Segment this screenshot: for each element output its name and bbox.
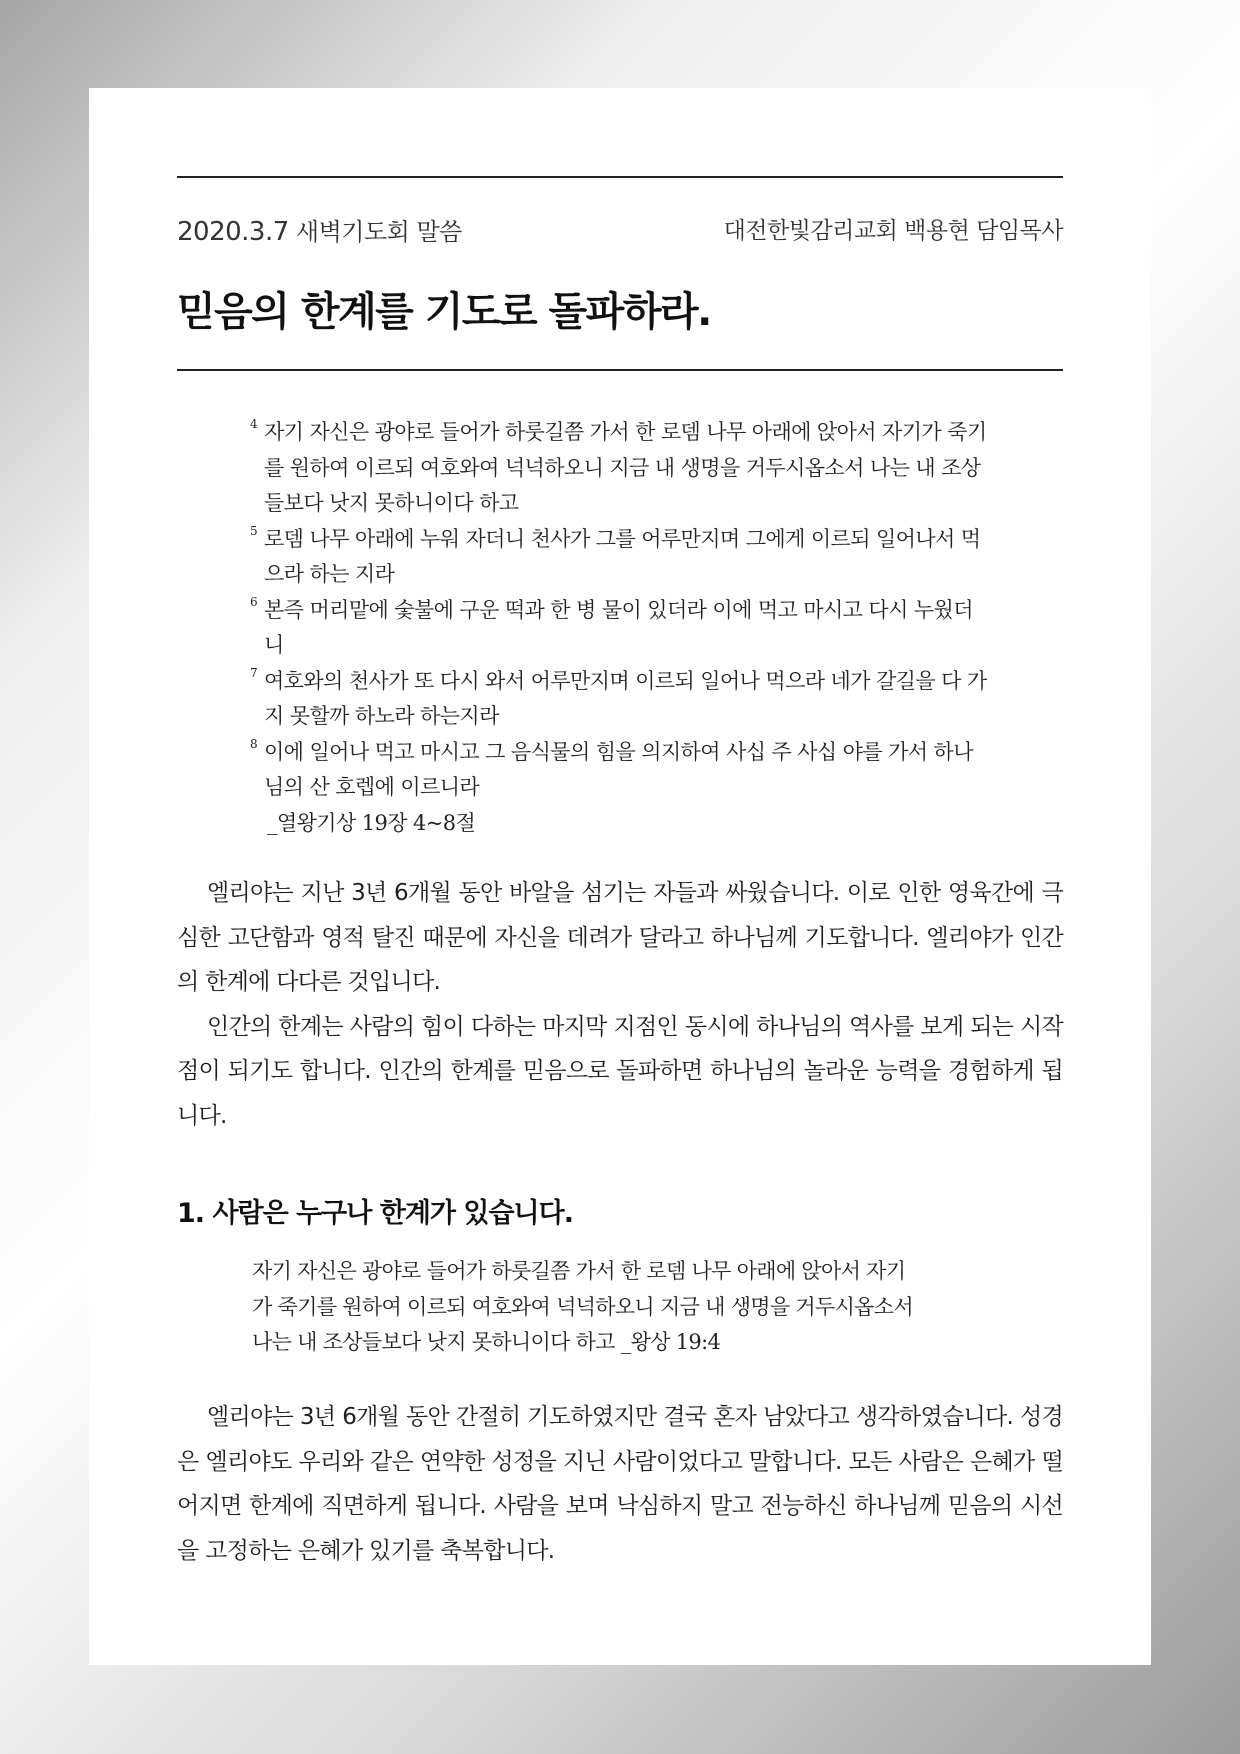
intro-section: [177, 871, 1063, 1138]
top-divider: [177, 176, 1063, 178]
pastor-name: 백용현: [904, 218, 970, 244]
service-date: 2020.3.7: [177, 217, 289, 247]
verse-text: 자기 자신은 광야로 들어가 하룻길쯤 가서 한 로뎀 나무 아래에 앉아서 자기가 죽기를 원하여 이르되 여호와여 넉넉하오니 지금 내 생명을 거두시옵소서 나는 내 조상들보다 낫지 못하니이다 하고: [264, 420, 987, 515]
document-page: [89, 88, 1151, 1665]
pastor-title: 담임목사: [976, 218, 1063, 244]
bottom-divider: [177, 369, 1063, 371]
verse: [252, 415, 992, 522]
quote-line: 자기 자신은 광야로 들어가 하룻길쯤 가서 한 로뎀 나무 아래에 앉아서 자기: [252, 1259, 906, 1283]
intro-paragraph: 인간의 한계는 사람의 힘이 다하는 마지막 지점인 동시에 하나님의 역사를 보게 되는 시작점이 되기도 합니다. 인간의 한계를 믿음으로 돌파하면 하나님의 놀라운 능력을 경험하게 됩니다.: [177, 1013, 1063, 1129]
verse-text: 본즉 머리맡에 숯불에 구운 떡과 한 병 물이 있더라 이에 먹고 마시고 다시 누웠더니: [264, 597, 973, 657]
section-heading: 1. 사람은 누구나 한계가 있습니다.: [177, 1198, 573, 1229]
church-name: 대전한빛감리교회: [723, 218, 898, 244]
church-info: [724, 212, 1063, 245]
verse-number: 6: [250, 594, 258, 609]
verse: [252, 522, 992, 593]
scripture-passage: [252, 415, 992, 841]
verse-number: 8: [250, 736, 258, 751]
section-body: [177, 1395, 1063, 1573]
verse-number: 7: [250, 665, 258, 680]
quote-line: 가 죽기를 원하여 이르되 여호와여 넉넉하오니 지금 내 생명을 거두시옵소서: [252, 1294, 913, 1319]
verse-text: 로뎀 나무 아래에 누워 자더니 천사가 그를 어루만지며 그에게 이르되 일어나서 먹으라 하는 지라: [264, 526, 981, 586]
quote-line: 나는 내 조상들보다 낫지 못하니이다 하고 _왕상 19:4: [252, 1330, 721, 1354]
scripture-quote: [252, 1254, 992, 1361]
intro-paragraph: 엘리야는 지난 3년 6개월 동안 바알을 섬기는 자들과 싸웠습니다. 이로 인한 영육간에 극심한 고단함과 영적 탈진 때문에 자신을 데려가 달라고 하나님께 기도합니다. 엘리야가 인간의 한계에 다다른 것입니다.: [177, 880, 1063, 995]
verse-text: 이에 일어나 먹고 마시고 그 음식물의 힘을 의지하여 사십 주 사십 야를 가서 하나님의 산 호렙에 이르니라: [264, 739, 973, 799]
verse: [252, 735, 992, 806]
verse-number: 5: [250, 523, 258, 538]
sermon-title: 믿음의 한계를 기도로 돌파하라.: [177, 289, 711, 335]
verse-number: 4: [250, 417, 258, 431]
verse-text: 여호와의 천사가 또 다시 와서 어루만지며 이르되 일어나 먹으라 네가 갈길을 다 가지 못할까 하노라 하는지라: [264, 668, 987, 728]
service-info: [177, 212, 462, 247]
service-name: 새벽기도회 말씀: [295, 218, 462, 246]
section-paragraph: 엘리야는 3년 6개월 동안 간절히 기도하였지만 결국 혼자 남았다고 생각하였습니다. 성경은 엘리야도 우리와 같은 연약한 성정을 지닌 사람이었다고 말합니다. 모든 사람은 은혜가 떨어지면 한계에 직면하게 됩니다. 사람을 보며 낙심하지 말고 전능하신 하나님께 믿음의 시선을 고정하는 은혜가 있기를 축복합니다.: [177, 1404, 1063, 1564]
verse: [252, 664, 992, 735]
verse: [252, 593, 992, 664]
scripture-reference: _열왕기상 19장 4~8절: [267, 810, 476, 835]
